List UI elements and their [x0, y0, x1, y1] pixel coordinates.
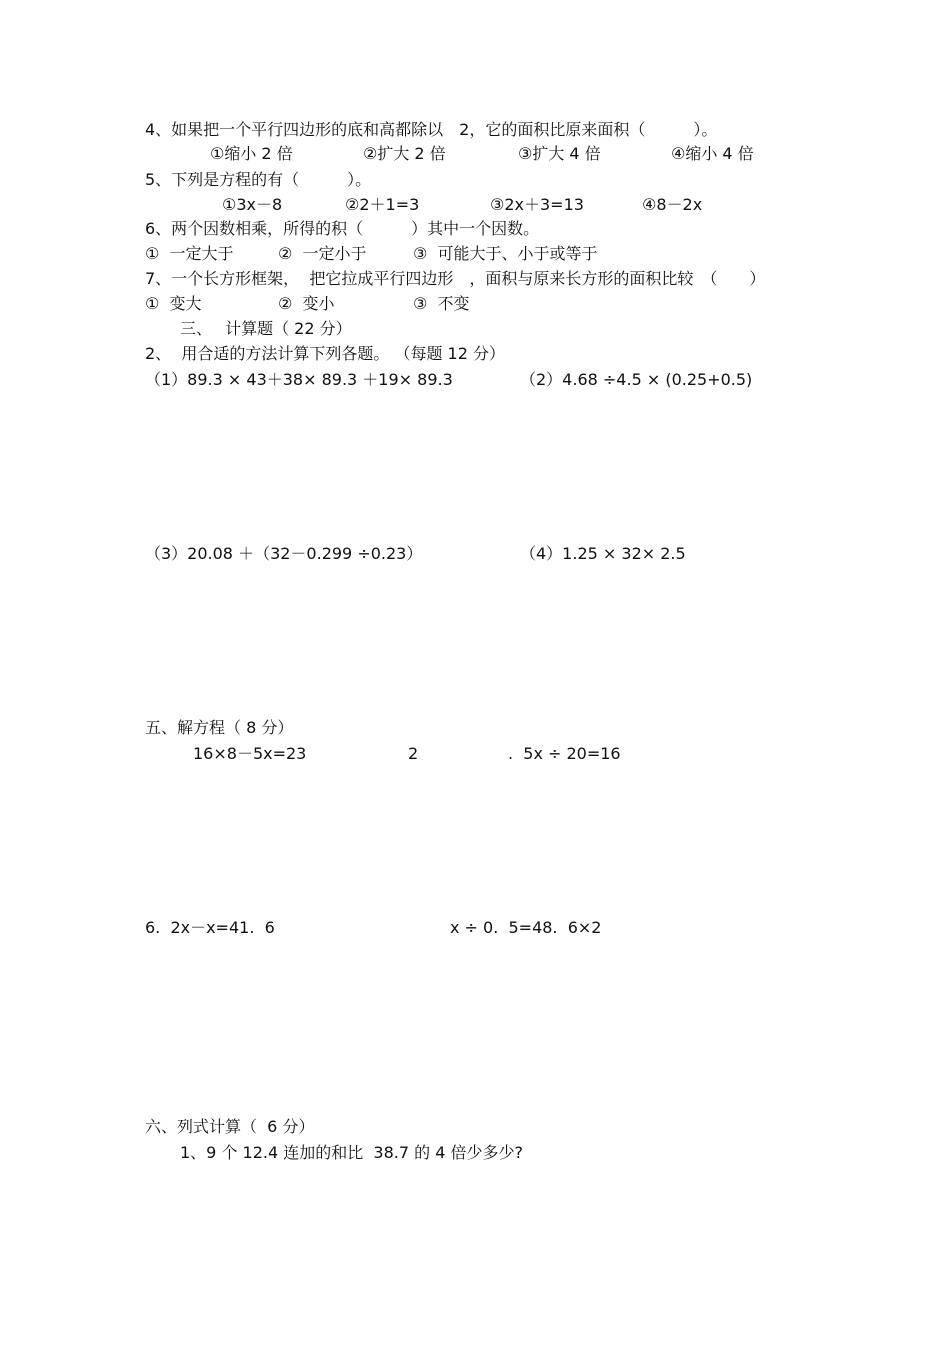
question-7-option-1: ① 变大: [145, 294, 202, 313]
question-6-stem: 6、两个因数相乘，所得的积（ ）其中一个因数。: [145, 219, 540, 238]
calc-problem-4: （4）1.25 × 32× 2.5: [520, 544, 686, 563]
equation-2-part-b: . 5x ÷ 20=16: [508, 744, 621, 763]
question-4-option-3: ③扩大 4 倍: [518, 144, 601, 163]
question-5-option-1: ①3x－8: [222, 195, 283, 214]
calc-problem-1: （1）89.3 × 43＋38× 89.3 ＋19× 89.3: [145, 370, 453, 389]
section-5-heading: 五、解方程（ 8 分）: [145, 718, 294, 737]
question-6-option-3: ③ 可能大于、小于或等于: [413, 244, 598, 263]
question-7-option-3: ③ 不变: [413, 294, 470, 313]
question-4-option-4: ④缩小 4 倍: [671, 144, 754, 163]
question-5-option-2: ②2＋1=3: [345, 195, 420, 214]
question-4-stem: 4、如果把一个平行四边形的底和高都除以 2，它的面积比原来面积（ ）。: [145, 120, 718, 139]
equation-2-part-a: 2: [408, 744, 419, 763]
equation-1: 16×8－5x=23: [193, 744, 307, 763]
question-4-option-1: ①缩小 2 倍: [210, 144, 293, 163]
equation-3: 6. 2x－x=41. 6: [145, 918, 275, 937]
section-3-heading: 三、 计算题（ 22 分）: [180, 319, 352, 338]
calc-problem-3: （3）20.08 ＋（32－0.299 ÷0.23）: [145, 544, 423, 563]
equation-4: x ÷ 0. 5=48. 6×2: [450, 918, 602, 937]
question-6-option-1: ① 一定大于: [145, 244, 234, 263]
question-7-stem: 7、一个长方形框架， 把它拉成平行四边形 ，面积与原来长方形的面积比较 （ ）: [145, 269, 766, 288]
word-problem-1: 1、9 个 12.4 连加的和比 38.7 的 4 倍少多少?: [180, 1143, 523, 1162]
calc-instructions: 2、 用合适的方法计算下列各题。 （每题 12 分）: [145, 344, 505, 363]
question-7-option-2: ② 变小: [278, 294, 335, 313]
question-5-option-3: ③2x＋3=13: [490, 195, 584, 214]
calc-problem-2: （2）4.68 ÷4.5 × (0.25+0.5): [520, 370, 753, 389]
question-5-option-4: ④8－2x: [642, 195, 703, 214]
question-5-stem: 5、下列是方程的有（ ）。: [145, 170, 372, 189]
question-6-option-2: ② 一定小于: [278, 244, 367, 263]
question-4-option-2: ②扩大 2 倍: [363, 144, 446, 163]
section-6-heading: 六、列式计算（ 6 分）: [145, 1117, 315, 1136]
